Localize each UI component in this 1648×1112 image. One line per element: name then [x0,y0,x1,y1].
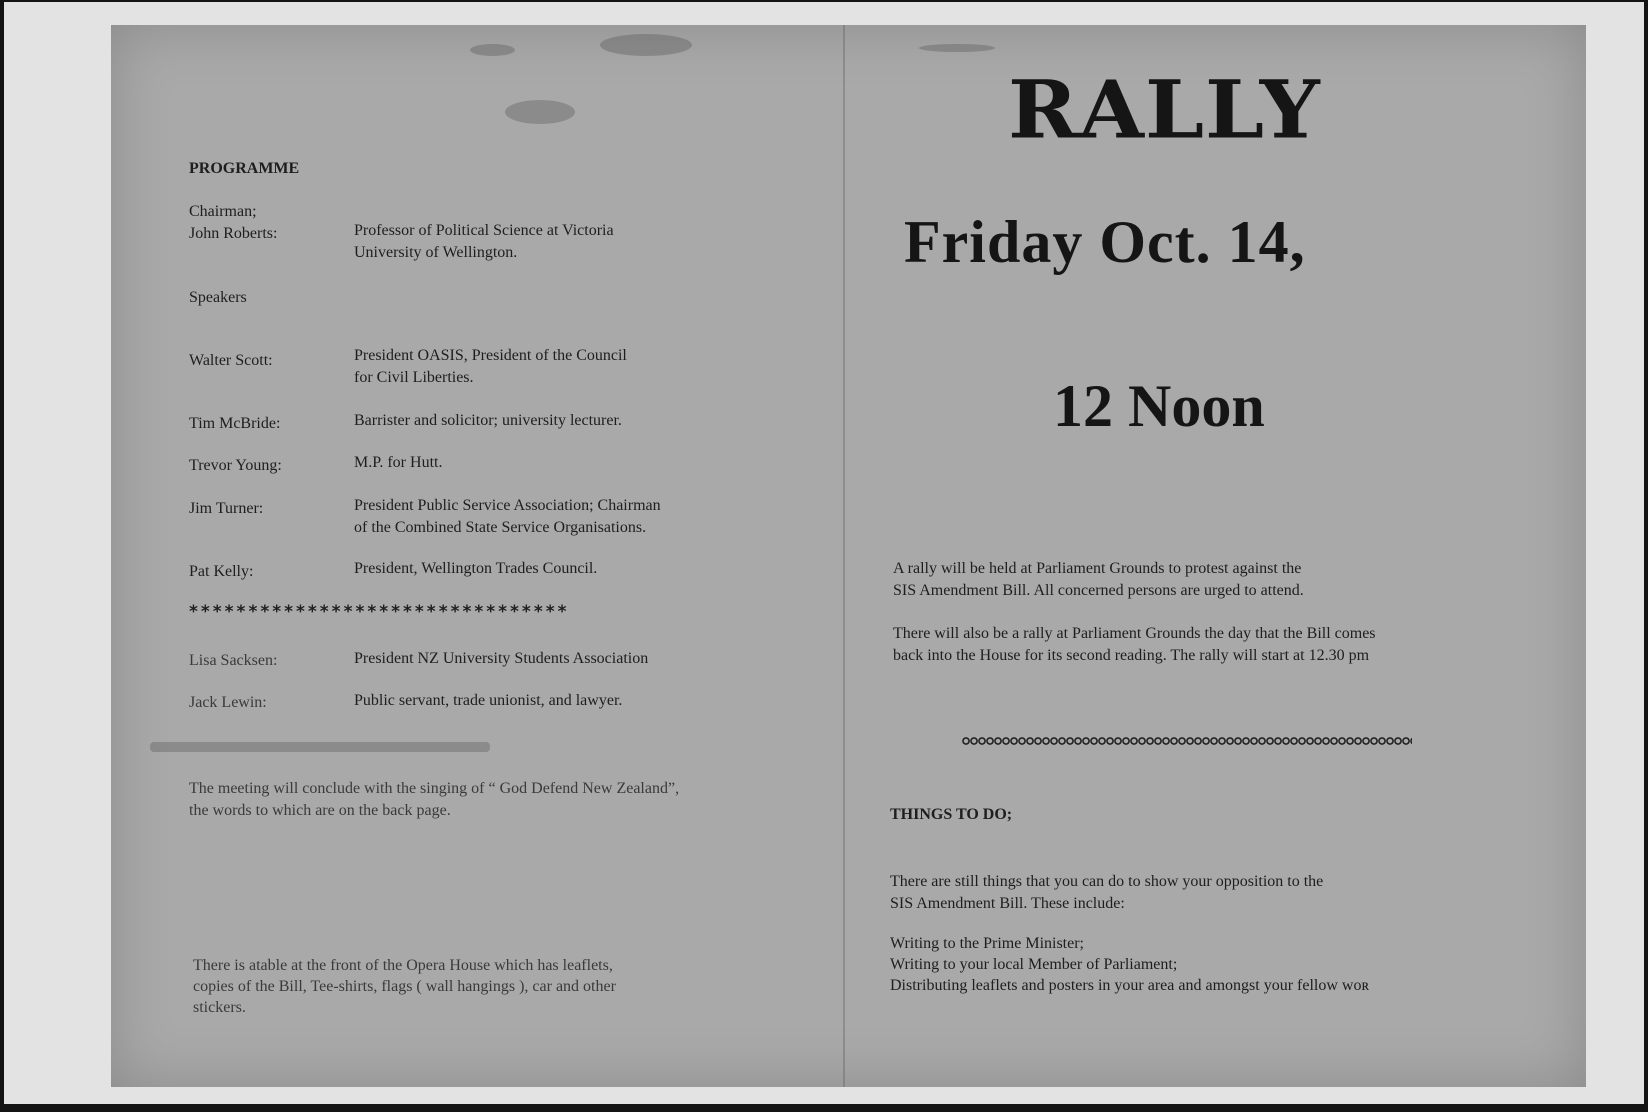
ink-smudge [470,44,515,56]
speaker-name: Walter Scott: [189,352,273,369]
speaker-desc-line: for Civil Liberties. [354,369,474,386]
chairman-name: John Roberts: [189,225,278,242]
rally-title: RALLY [1008,62,1321,157]
rally-time: 12 Noon [1053,373,1265,439]
speaker-name: Jim Turner: [189,500,264,517]
rally-paragraph-line: There will also be a rally at Parliament Grounds the day that the Bill comes [893,625,1376,642]
programme-heading: PROGRAMME [189,160,300,177]
chairman-desc-line: Professor of Political Science at Victoria [354,222,614,239]
things-heading: THINGS TO DO; [890,806,1013,823]
table-note-line: stickers. [193,999,246,1016]
speaker-desc-line: Barrister and solicitor; university lecturer. [354,412,622,429]
closing-line: The meeting will conclude with the singing of “ God Defend New Zealand”, [189,780,680,797]
speaker-name: Tim McBride: [189,415,281,432]
rally-paragraph-line: A rally will be held at Parliament Grounds to protest against the [893,560,1302,577]
speaker-desc-line: President, Wellington Trades Council. [354,560,598,577]
closing-line: the words to which are on the back page. [189,802,451,819]
speaker-name: Pat Kelly: [189,563,254,580]
chairman-label: Chairman; [189,203,257,220]
ink-smudge [600,34,692,56]
speaker-name: Trevor Young: [189,457,282,474]
speaker-desc-line: President Public Service Association; Chairman [354,497,661,514]
rally-paragraph-line: back into the House for its second reading. The rally will start at 12.30 pm [893,647,1370,664]
speaker-desc-line: President NZ University Students Association [354,650,649,667]
asterisk-separator: ******************************** [189,602,570,622]
things-list-item: Writing to your local Member of Parliament; [890,956,1178,973]
things-list-item: Distributing leaflets and posters in your area and amongst your fellow woʀ [890,977,1370,994]
speaker-desc-line: President OASIS, President of the Council [354,347,627,364]
chairman-desc-line: University of Wellington. [354,244,518,261]
ink-smudge [919,44,995,52]
speakers-label: Speakers [189,289,247,306]
speaker-desc-line: of the Combined State Service Organisations. [354,519,647,536]
fold-line [843,25,845,1087]
speaker-desc-line: M.P. for Hutt. [354,454,443,471]
speaker-name: Lisa Sacksen: [189,652,278,669]
rally-paragraph-line: SIS Amendment Bill. All concerned persons are urged to attend. [893,582,1304,599]
ink-smudge [505,100,575,124]
things-list-item: Writing to the Prime Minister; [890,935,1084,952]
things-intro-line: There are still things that you can do to show your opposition to the [890,873,1324,890]
chain-divider [962,735,1412,747]
rally-date: Friday Oct. 14, [904,209,1306,275]
speaker-desc-line: Public servant, trade unionist, and lawyer. [354,692,623,709]
speaker-name: Jack Lewin: [189,694,267,711]
table-note-line: There is atable at the front of the Opera House which has leaflets, [193,957,613,974]
table-note-line: copies of the Bill, Tee-shirts, flags ( wall hangings ), car and other [193,978,616,995]
ink-smudge [150,742,490,752]
leaflet-sheet [111,25,1586,1087]
things-intro-line: SIS Amendment Bill. These include: [890,895,1125,912]
